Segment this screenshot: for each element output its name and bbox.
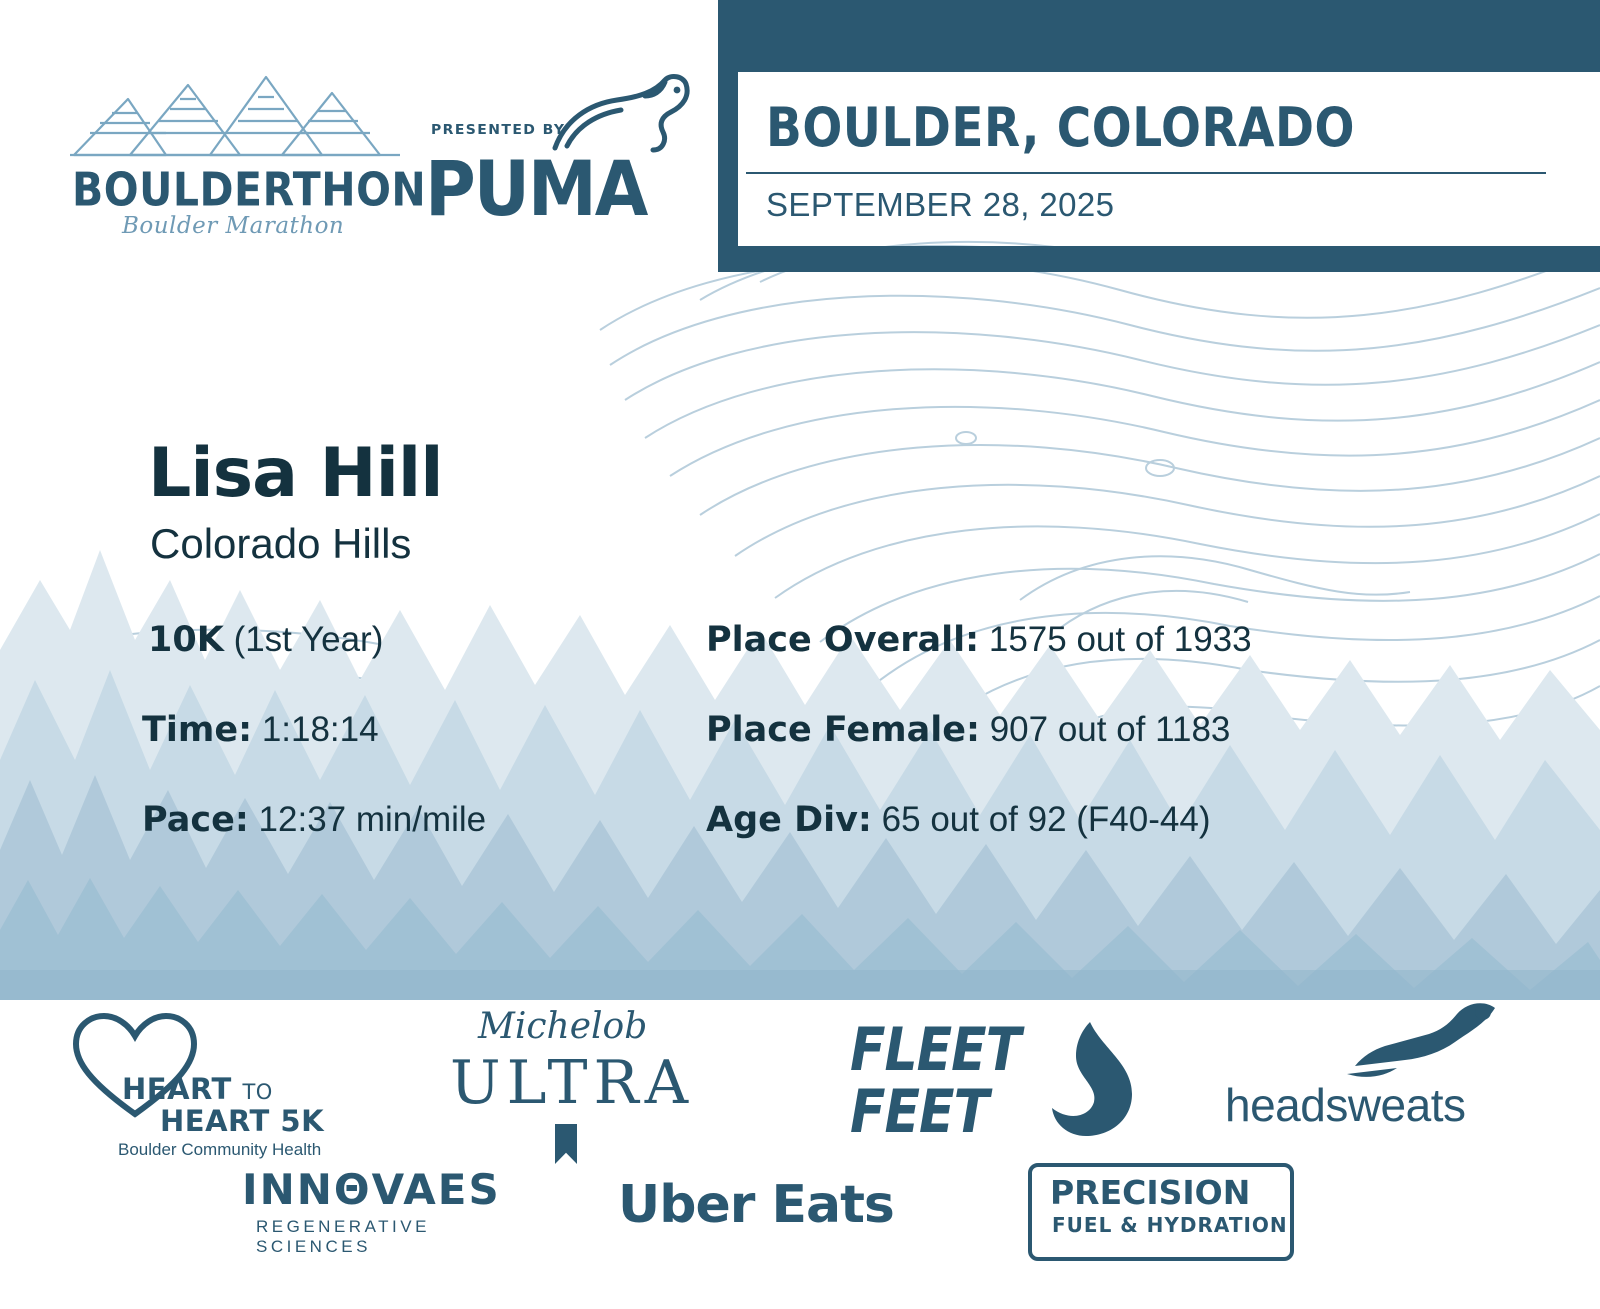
swoosh-icon xyxy=(1345,1000,1495,1082)
flame-icon xyxy=(1046,1018,1136,1138)
h2h-line3: Boulder Community Health xyxy=(118,1140,322,1159)
puma-wordmark: PUMA xyxy=(425,145,647,234)
h2h-line2: HEART 5K xyxy=(160,1104,325,1138)
michelob-word: Michelob xyxy=(478,1006,648,1047)
age-div-value: 65 out of 92 (F40-44) xyxy=(881,800,1211,839)
boulderthon-wordmark: BOULDERTHON xyxy=(72,163,427,217)
race-year-note: (1st Year) xyxy=(233,620,384,659)
time-value: 1:18:14 xyxy=(261,710,379,749)
sponsor-innovaes xyxy=(242,1165,532,1255)
event-location: BOULDER, COLORADO xyxy=(766,96,1356,160)
banner-divider xyxy=(746,172,1546,174)
feet-word: FEET xyxy=(850,1078,989,1147)
time-label: Time: xyxy=(142,710,253,750)
sponsor-heart-to-heart-5k xyxy=(60,1010,350,1160)
stat-pace xyxy=(142,800,486,840)
pace-value: 12:37 min/mile xyxy=(258,800,487,839)
event-date: SEPTEMBER 28, 2025 xyxy=(766,186,1115,223)
stat-age-division xyxy=(706,800,1210,840)
runner-team: Colorado Hills xyxy=(150,520,412,567)
pace-label: Pace: xyxy=(142,800,249,840)
stat-place-overall xyxy=(706,620,1252,660)
stat-time xyxy=(142,710,379,750)
stat-race-distance xyxy=(148,620,383,660)
h2h-line1 xyxy=(122,1072,273,1106)
puma-sponsor-logo xyxy=(425,70,695,234)
innovaes-tagline: REGENERATIVE SCIENCES xyxy=(256,1217,430,1256)
place-female-value: 907 out of 1183 xyxy=(989,710,1231,749)
sponsor-uber-eats xyxy=(618,1175,958,1245)
h2h-to-word: TO xyxy=(242,1080,273,1104)
place-overall-value: 1575 out of 1933 xyxy=(988,620,1252,659)
innovaes-word: INNΘVAES xyxy=(242,1165,501,1214)
uber-eats-word: Uber Eats xyxy=(618,1175,894,1235)
precision-word: PRECISION xyxy=(1050,1173,1251,1212)
sponsor-michelob-ultra xyxy=(450,1006,700,1166)
presented-by-label: PRESENTED BY xyxy=(431,122,566,138)
sponsor-headsweats xyxy=(1225,1006,1505,1146)
runner-name: Lisa Hill xyxy=(148,434,443,513)
boulderthon-logo xyxy=(70,55,427,245)
h2h-heart-word: HEART xyxy=(122,1072,232,1106)
place-overall-label: Place Overall: xyxy=(706,620,980,660)
boulderthon-subtitle: Boulder Marathon xyxy=(122,213,345,239)
sponsor-precision-fuel-hydration xyxy=(1028,1163,1288,1255)
place-female-label: Place Female: xyxy=(706,710,980,750)
ribbon-icon xyxy=(555,1124,577,1164)
mountain-icon xyxy=(70,55,400,165)
headsweats-word: headsweats xyxy=(1225,1079,1466,1131)
stat-place-female xyxy=(706,710,1230,750)
sponsor-fleet-feet xyxy=(850,1010,1130,1150)
fleet-word: FLEET xyxy=(850,1016,1021,1085)
precision-tagline: FUEL & HYDRATION xyxy=(1052,1213,1288,1237)
sponsor-bar xyxy=(0,1000,1600,1309)
race-distance-value: 10K xyxy=(148,620,224,660)
certificate-header xyxy=(0,0,1600,280)
age-div-label: Age Div: xyxy=(706,800,872,840)
ultra-word: ULTRA xyxy=(450,1048,695,1118)
